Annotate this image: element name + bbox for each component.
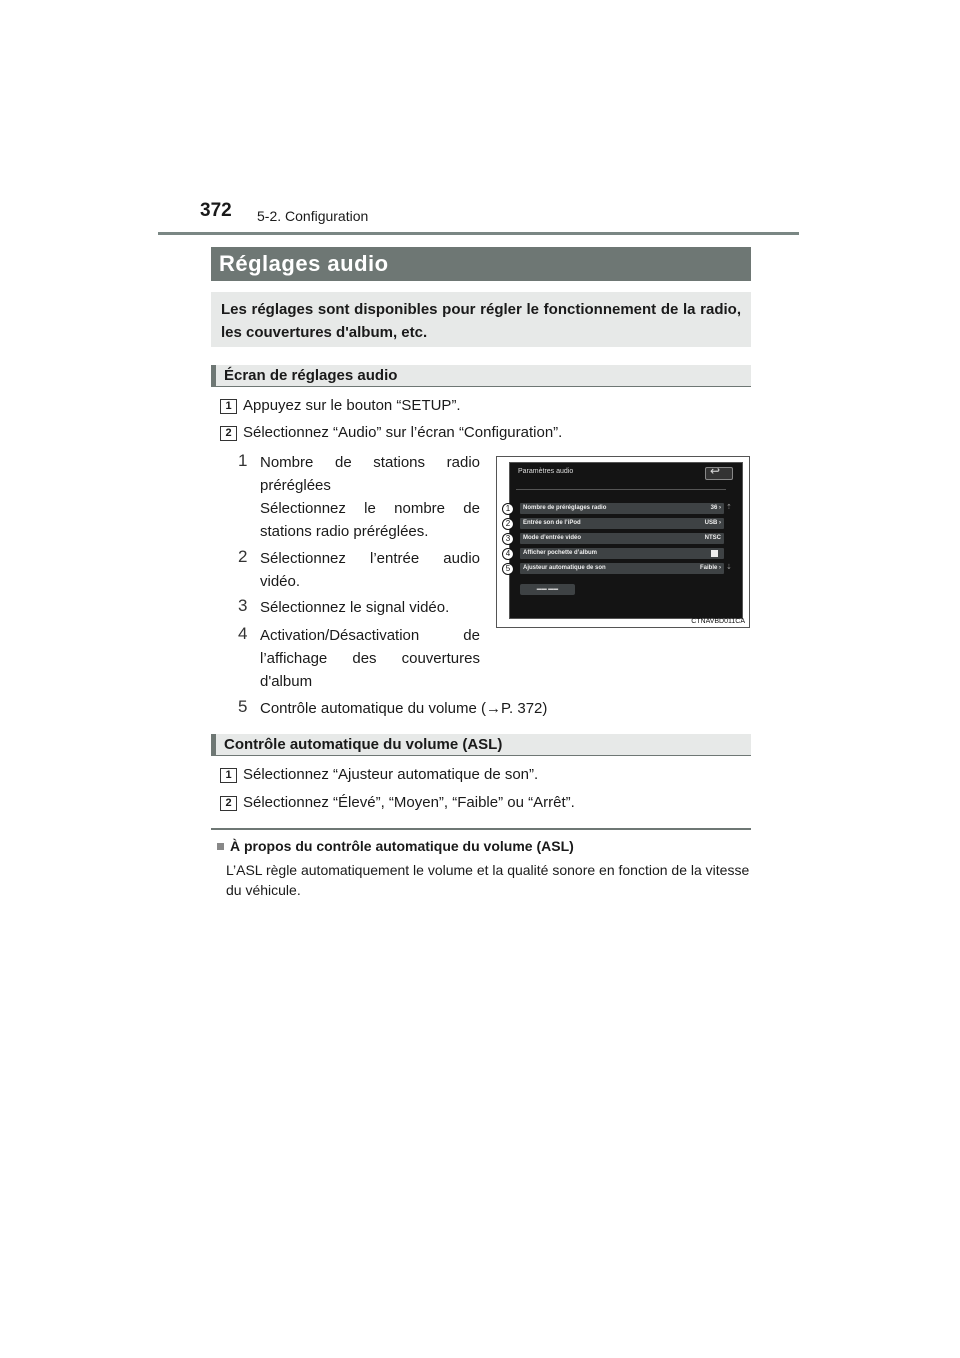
section-heading-audio-screen xyxy=(211,365,751,387)
list-item xyxy=(260,697,660,720)
section-heading-text: Contrôle automatique du volume (ASL) xyxy=(224,736,503,753)
step-number-box: 2 xyxy=(220,796,237,811)
row-label: Nombre de préréglages radio xyxy=(523,505,607,511)
note-body: L’ASL règle automatiquement le volume et la qualité sonore en fonction de la vitesse du véhicule. xyxy=(226,862,750,898)
row-label: Mode d’entrée vidéo xyxy=(523,535,582,541)
list-item xyxy=(260,547,480,593)
back-arrow-icon: ↩ xyxy=(710,464,721,478)
item-number: 4 xyxy=(238,624,248,643)
list-item xyxy=(260,624,480,693)
chapter-label: 5-2. Configuration xyxy=(257,208,369,224)
note-title-text: À propos du contrôle automatique du volume (ASL) xyxy=(230,838,574,854)
row-label: Afficher pochette d’album xyxy=(523,550,598,556)
page-title: Réglages audio xyxy=(219,251,389,276)
step-text: Sélectionnez “Audio” sur l’écran “Configuration”. xyxy=(243,424,563,441)
callout-3: 3 xyxy=(502,533,514,545)
screenshot-figure xyxy=(496,456,750,628)
section-heading-text: Écran de réglages audio xyxy=(224,367,398,384)
intro-box xyxy=(211,292,751,347)
intro-text: Les réglages sont disponibles pour régler le fonctionnement de la radio, les couvertures d'album, etc. xyxy=(221,301,741,341)
row-value: USB › xyxy=(704,520,721,526)
list-item xyxy=(260,596,480,619)
step-text: Appuyez sur le bouton “SETUP”. xyxy=(243,397,461,414)
screen-row xyxy=(520,518,724,529)
screen-row xyxy=(520,533,724,544)
callout-4: 4 xyxy=(502,548,514,560)
header-rule xyxy=(158,232,799,235)
screen-row xyxy=(520,503,724,514)
item-line: Contrôle automatique du volume (→P. 372) xyxy=(260,700,548,717)
callout-2: 2 xyxy=(502,518,514,530)
note-title xyxy=(217,838,574,854)
callout-1: 1 xyxy=(502,503,514,515)
row-label: Entrée son de l’iPod xyxy=(523,520,581,526)
checkbox-icon xyxy=(711,550,718,557)
item-line: l’affichage des couvertures xyxy=(260,650,480,667)
screen-row xyxy=(520,548,724,559)
section-heading-asl xyxy=(211,734,751,756)
screen-button: ▬▬ ▬▬ xyxy=(520,584,575,595)
item-line: Activation/Désactivation de xyxy=(260,627,480,644)
item-line: stations radio préréglées. xyxy=(260,523,429,540)
back-button xyxy=(705,464,733,480)
item-number: 1 xyxy=(238,451,248,470)
step-text: Sélectionnez “Élevé”, “Moyen”, “Faible” ou “Arrêt”. xyxy=(243,794,575,811)
page-number: 372 xyxy=(200,200,232,221)
screen-row xyxy=(520,563,724,574)
item-line: Sélectionnez l’entrée audio xyxy=(260,550,480,567)
item-number: 3 xyxy=(238,596,248,615)
item-line: vidéo. xyxy=(260,573,301,590)
row-value: NTSC xyxy=(704,535,721,541)
item-line: préréglées xyxy=(260,477,331,494)
scroll-down-icon: ⇣ xyxy=(726,564,732,571)
page-title-bar xyxy=(211,247,751,281)
item-line: d'album xyxy=(260,673,313,690)
note-rule xyxy=(211,828,751,830)
list-item xyxy=(260,451,480,543)
item-number: 2 xyxy=(238,547,248,566)
item-number: 5 xyxy=(238,697,248,716)
scroll-up-icon: ⇡ xyxy=(726,504,732,511)
item-line: Sélectionnez le signal vidéo. xyxy=(260,599,450,616)
step-text: Sélectionnez “Ajusteur automatique de son”. xyxy=(243,766,539,783)
row-value: 36 › xyxy=(710,505,721,511)
item-line: Sélectionnez le nombre de xyxy=(260,500,480,517)
bullet-square-icon xyxy=(217,843,224,850)
item-line: Nombre de stations radio xyxy=(260,454,480,471)
screen-divider xyxy=(516,489,726,490)
step-number-box: 1 xyxy=(220,399,237,414)
callout-5: 5 xyxy=(502,563,514,575)
row-label: Ajusteur automatique de son xyxy=(523,565,606,571)
step-number-box: 1 xyxy=(220,768,237,783)
audio-settings-screen xyxy=(509,462,743,619)
row-value: Faible › xyxy=(699,565,721,571)
screen-title: Paramètres audio xyxy=(518,468,574,475)
figure-code: CTNAVBD011CA xyxy=(691,618,745,625)
step-number-box: 2 xyxy=(220,426,237,441)
